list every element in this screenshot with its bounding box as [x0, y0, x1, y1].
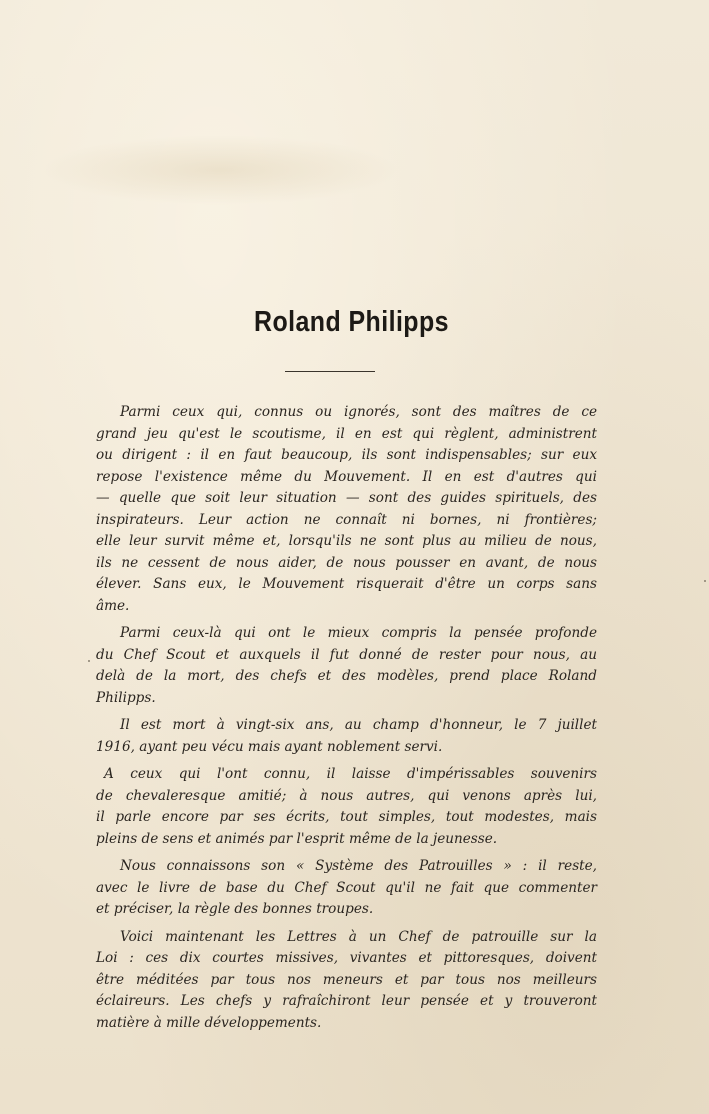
text-line: avec le livre de base du Chef Scout qu'il ne fait que commenter [96, 879, 597, 896]
paragraph [96, 402, 597, 617]
paragraph [96, 623, 597, 709]
text-line: ils ne cessent de nous aider, de nous pousser en avant, de nous [96, 554, 597, 571]
speck [88, 660, 90, 662]
body-text [96, 402, 597, 1040]
text-line: élever. Sans eux, le Mouvement risquerait d'être un corps sans [96, 576, 597, 592]
title-divider [285, 371, 375, 372]
text-line: âme. [96, 597, 130, 614]
speck [704, 580, 706, 582]
text-line: Parmi ceux-là qui ont le mieux compris la pensée profonde [120, 625, 597, 641]
text-line: matière à mille développements. [96, 1014, 322, 1031]
text-line: Nous connaissons son « Système des Patrouilles » : il reste, [120, 858, 597, 874]
page-title: Roland Philipps [254, 306, 449, 338]
text-line: être méditées par tous nos meneurs et par tous nos meilleurs [96, 971, 597, 988]
text-line: Parmi ceux qui, connus ou ignorés, sont des maîtres de ce [120, 404, 597, 420]
text-line: 1916, ayant peu vécu mais ayant noblement servi. [96, 738, 443, 755]
text-line: de chevaleresque amitié; à nous autres, qui venons après lui, [96, 787, 597, 804]
paragraph [96, 715, 597, 758]
text-line: delà de la mort, des chefs et des modèles, prend place Roland [96, 668, 597, 684]
text-line: et préciser, la règle des bonnes troupes. [96, 901, 374, 917]
text-line: Philipps. [96, 689, 156, 706]
text-line: pleins de sens et animés par l'esprit même de la jeunesse. [96, 830, 498, 847]
text-line: du Chef Scout et auxquels il fut donné de rester pour nous, au [96, 646, 597, 663]
text-line: grand jeu qu'est le scoutisme, il en est qui règlent, administrent [96, 425, 597, 442]
paragraph [96, 927, 597, 1035]
text-line: éclaireurs. Les chefs y rafraîchiront leur pensée et y trouveront [96, 993, 597, 1009]
text-line: ou dirigent : il en faut beaucoup, ils sont indispensables; sur eux [96, 447, 597, 463]
text-line: A ceux qui l'ont connu, il laisse d'impérissables souvenirs [104, 766, 597, 782]
text-line: repose l'existence même du Mouvement. Il en est d'autres qui [96, 468, 597, 485]
text-line: Voici maintenant les Lettres à un Chef de patrouille sur la [120, 928, 597, 945]
text-line: Il est mort à vingt-six ans, au champ d'honneur, le 7 juillet [120, 717, 597, 733]
text-line: elle leur survit même et, lorsqu'ils ne sont plus au milieu de nous, [96, 533, 597, 549]
text-line: Loi : ces dix courtes missives, vivantes et pittoresques, doivent [96, 950, 597, 966]
text-line: il parle encore par ses écrits, tout simples, tout modestes, mais [96, 809, 597, 825]
paragraph [96, 856, 597, 921]
text-line: inspirateurs. Leur action ne connaît ni bornes, ni frontières; [96, 511, 597, 528]
paper-stain [40, 135, 400, 205]
text-line: — quelle que soit leur situation — sont des guides spirituels, des [96, 490, 597, 506]
paragraph [96, 764, 597, 850]
